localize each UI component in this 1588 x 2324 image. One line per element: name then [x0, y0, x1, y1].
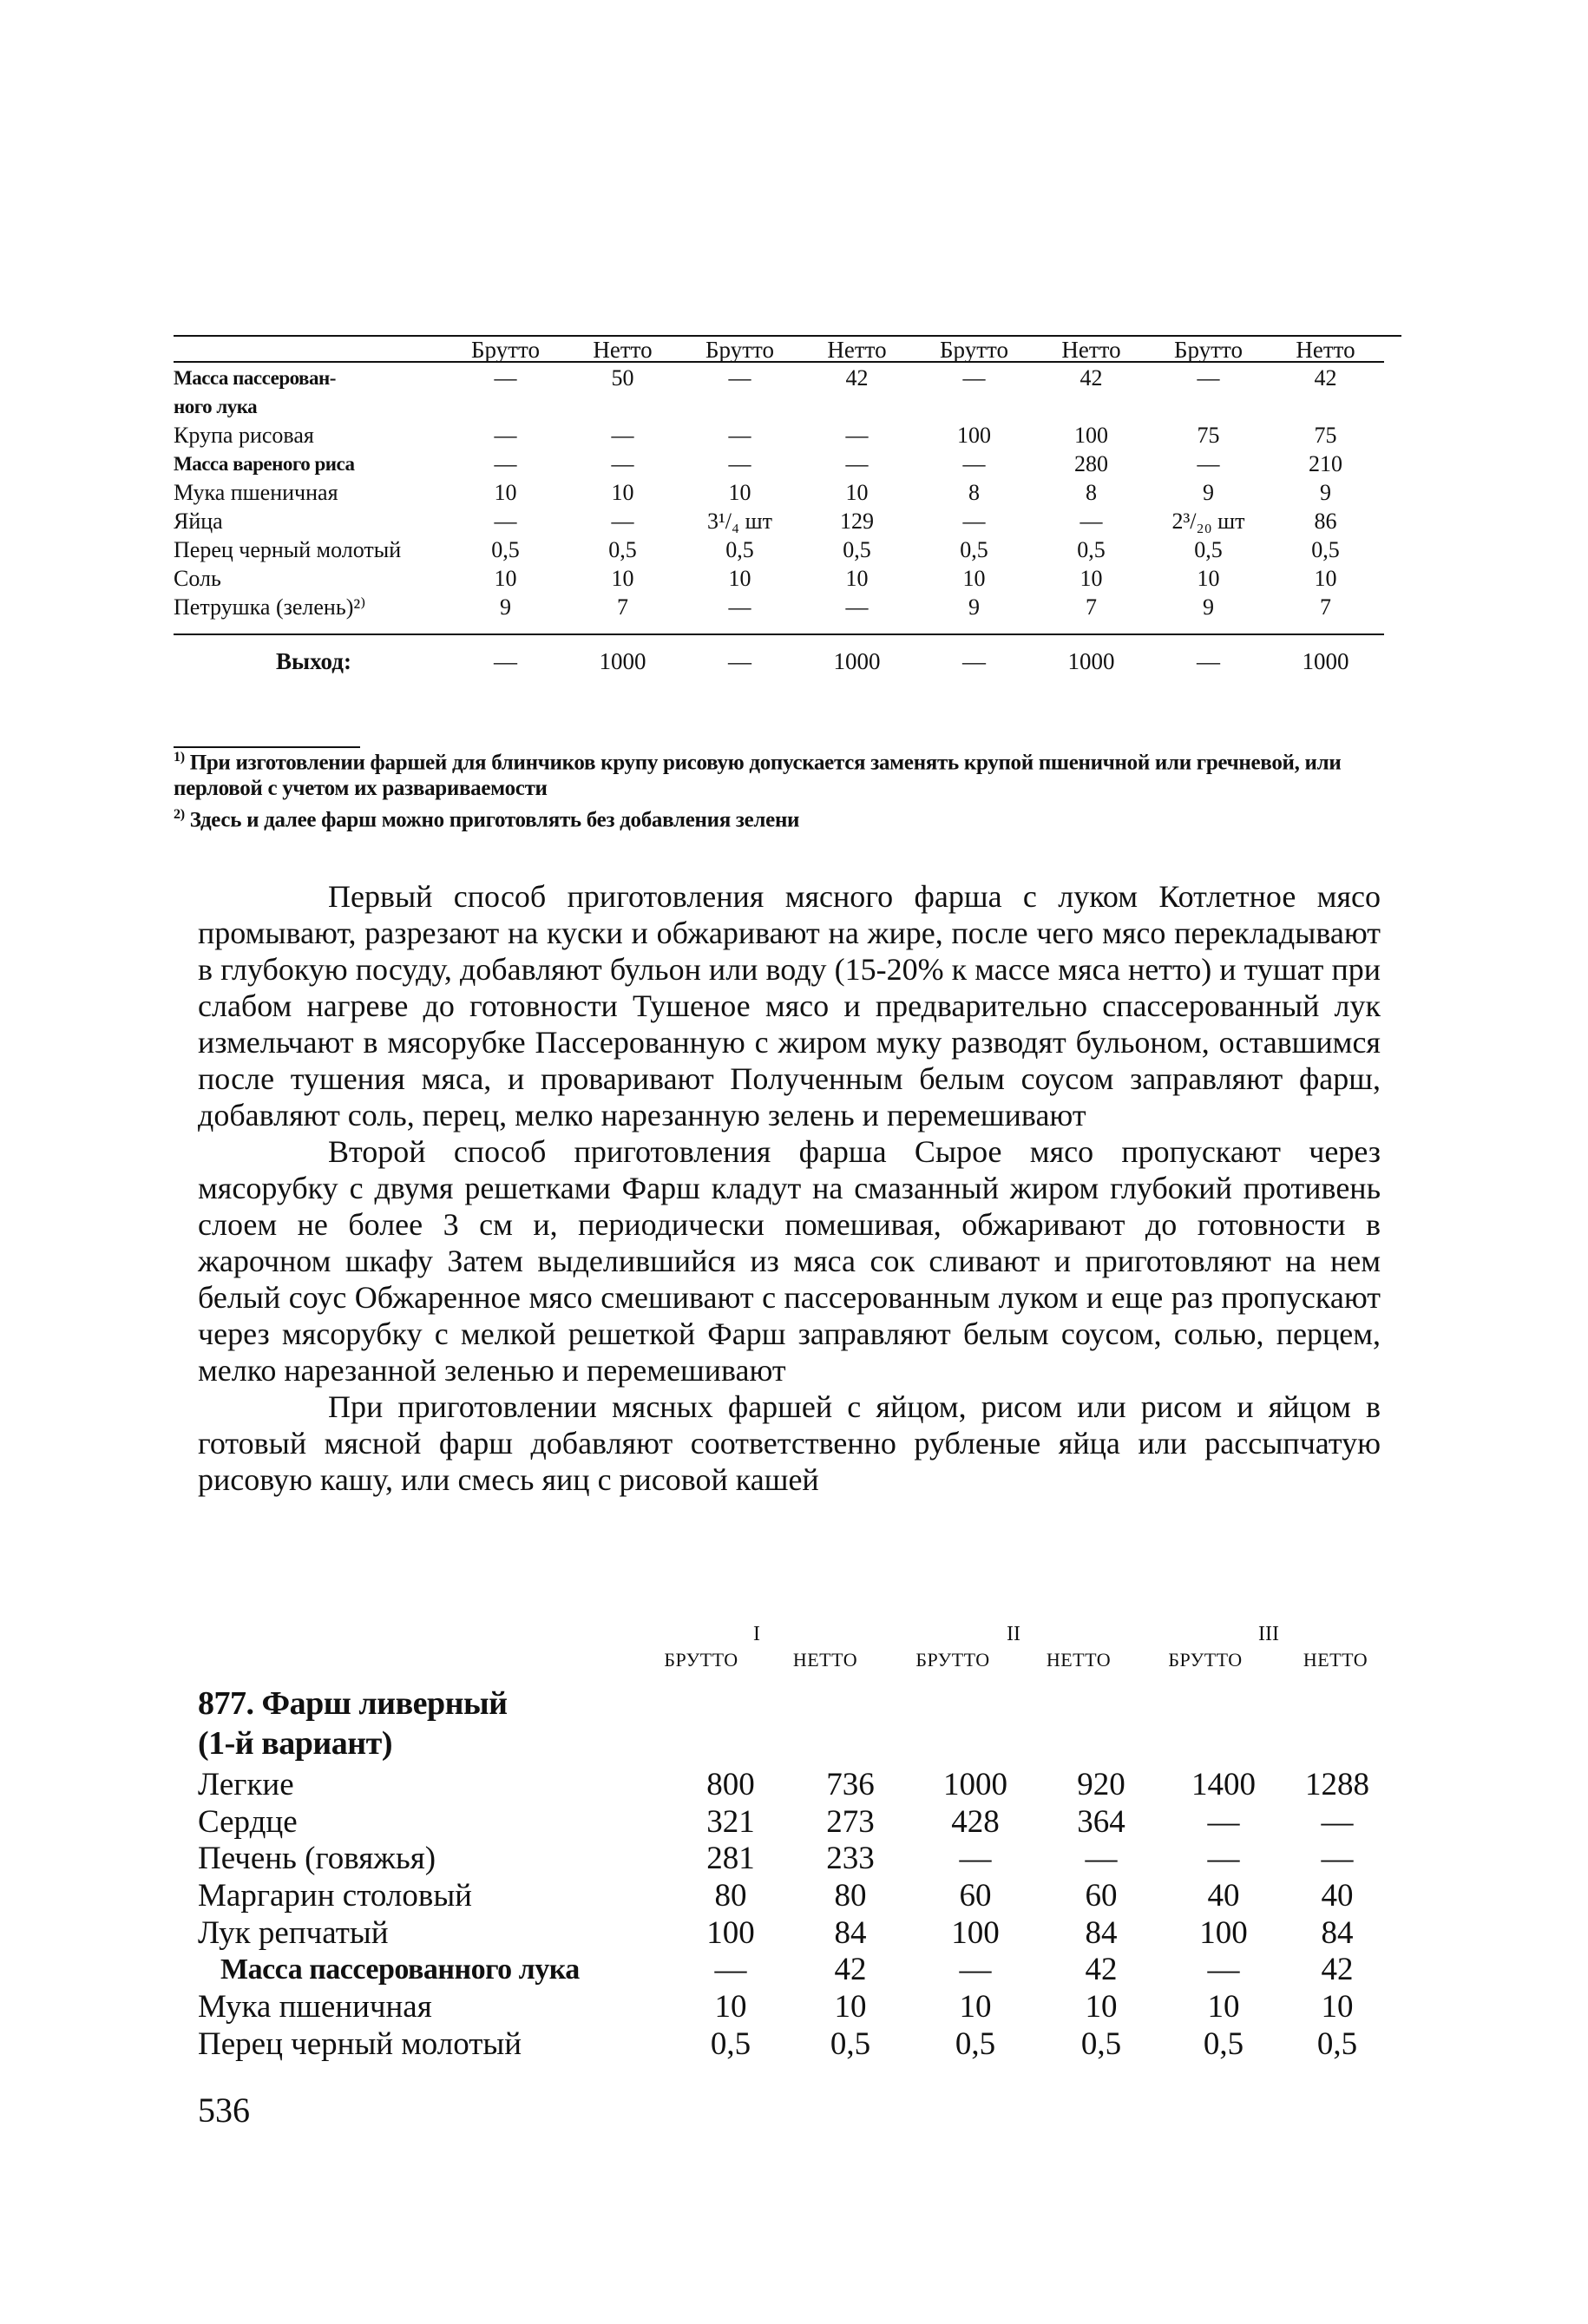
row-label: Мука пшеничная — [198, 1989, 432, 2025]
cell-value: 0,5 — [1194, 537, 1223, 562]
cell-value: — — [962, 365, 986, 391]
cell-value: 100 — [706, 1914, 755, 1951]
recipe-877 — [198, 1623, 1389, 2064]
yield-value: 1000 — [599, 648, 646, 674]
recipe-title-line1: 877. Фарш ливерный — [198, 1685, 508, 1722]
cell-value: 281 — [706, 1841, 755, 1877]
table-row — [174, 564, 1384, 593]
col-header: БРУТТО — [915, 1649, 990, 1671]
cell-value: 40 — [1207, 1878, 1240, 1914]
footnote-2: $^{2)}$ Здесь и далее фарш можно приготовлять без добавления зелени — [174, 807, 800, 832]
cell-value: 60 — [959, 1878, 992, 1914]
recipe-title — [198, 1684, 1389, 1763]
cell-value: 10 — [611, 480, 634, 505]
table-row — [174, 535, 1384, 564]
cell-value: — — [611, 509, 634, 534]
cell-value: 60 — [1085, 1878, 1118, 1914]
row-label: Крупа рисовая — [174, 423, 314, 448]
cell-value: 3¹/₄ шт — [707, 509, 772, 534]
cell-value: 7 — [617, 594, 628, 620]
cell-value: — — [962, 451, 986, 476]
cell-value: 321 — [706, 1803, 755, 1840]
cell-value: — — [959, 1952, 992, 1988]
cell-value: — — [1321, 1841, 1354, 1877]
cell-value: — — [611, 451, 634, 476]
cell-value: — — [494, 365, 517, 391]
recipe-title-line2: (1-й вариант) — [198, 1725, 392, 1762]
cell-value: — — [1207, 1841, 1240, 1877]
col-header: БРУТТО — [1168, 1649, 1243, 1671]
cell-value: 8 — [1086, 480, 1097, 505]
row-label: Мука пшеничная — [174, 480, 338, 505]
yield-value: — — [962, 648, 986, 674]
cell-value: 10 — [494, 566, 517, 591]
cell-value: — — [728, 594, 751, 620]
table-row — [198, 1767, 1389, 1804]
cell-value: 0,5 — [843, 537, 871, 562]
cell-value: — — [1197, 451, 1220, 476]
cell-value: 42 — [1085, 1952, 1118, 1988]
col-header: НЕТТО — [1303, 1649, 1368, 1671]
cell-value: 2³/₂₀ шт — [1171, 509, 1245, 534]
cell-value: 9 — [1203, 480, 1214, 505]
row-label: Масса вареного риса — [174, 453, 355, 475]
cell-value: 0,5 — [608, 537, 637, 562]
col-header: НЕТТО — [1046, 1649, 1112, 1671]
table-row — [198, 1989, 1389, 2026]
row-label: Сердце — [198, 1803, 298, 1840]
cell-value: 0,5 — [1077, 537, 1106, 562]
cell-value: 233 — [826, 1841, 875, 1877]
cell-value: — — [728, 451, 751, 476]
cell-value: 8 — [968, 480, 980, 505]
yield-value: — — [1197, 648, 1220, 674]
cell-value: 800 — [706, 1767, 755, 1802]
cell-value: 0,5 — [1080, 2025, 1122, 2062]
col-header: Брутто — [705, 337, 774, 363]
cell-value: 0,5 — [1203, 2025, 1244, 2062]
cell-value: — — [845, 423, 869, 448]
cell-value: 75 — [1197, 423, 1220, 448]
cell-value: 9 — [1203, 594, 1214, 620]
table-row — [174, 593, 1384, 621]
cell-value: 100 — [957, 423, 991, 448]
cell-value: 42 — [834, 1952, 867, 1988]
table-row — [174, 421, 1384, 450]
row-label: Соль — [174, 566, 221, 591]
page-number: 536 — [198, 2091, 250, 2130]
cell-value: — — [962, 509, 986, 534]
cell-value: 920 — [1077, 1767, 1125, 1802]
variant-label: I — [753, 1623, 760, 1645]
col-header: НЕТТО — [792, 1649, 858, 1671]
table-row — [198, 1878, 1389, 1915]
cell-value: 80 — [834, 1878, 867, 1914]
cell-value: 10 — [1321, 1989, 1354, 2025]
cell-value: — — [728, 365, 751, 391]
cell-value: 10 — [1314, 566, 1337, 591]
cell-value: 75 — [1314, 423, 1337, 448]
cell-value: 42 — [1314, 365, 1337, 391]
cell-value: 0,5 — [491, 537, 520, 562]
cell-value: — — [611, 423, 634, 448]
paragraph-1: Первый способ приготовления мясного фарша с луком Котлетное мясо промывают, разрезают на куски и обжаривают на жире, после чего мясо перекладывают в глубокую посуду, добавляют бульон или воду (15-20% к массе мяса нетто) и тушат при слабом нагреве до готовности Тушеное мясо и предварительно спассерованный лук измельчают в мясорубке Пассерованную с жиром муку разводят бульоном, оставшимся после тушения мяса, и проваривают Полученным белым соусом заправляют фарш, добавляют соль, перец, мелко нарезанную зелень и перемешивают — [198, 879, 1381, 1132]
cell-value: 736 — [826, 1767, 875, 1802]
yield-row — [174, 635, 1384, 687]
cell-value: 42 — [1079, 365, 1103, 391]
cell-value: — — [1079, 509, 1103, 534]
cell-value: 0,5 — [710, 2025, 751, 2062]
row-label: Масса пассерован- ного лука — [174, 367, 336, 417]
cell-value: 10 — [845, 480, 869, 505]
row-label: Легкие — [198, 1767, 294, 1802]
cell-value: — — [845, 451, 869, 476]
cell-value: 0,5 — [725, 537, 754, 562]
cell-value: 10 — [834, 1989, 867, 2025]
cell-value: 10 — [1207, 1989, 1240, 2025]
table-row — [198, 1952, 1389, 1989]
cell-value: 42 — [845, 365, 869, 391]
cell-value: — — [1207, 1952, 1240, 1988]
col-header: Брутто — [471, 337, 540, 363]
cell-value: — — [728, 423, 751, 448]
row-label: Петрушка (зелень)²⁾ — [174, 594, 366, 620]
variant-label: II — [1007, 1623, 1020, 1645]
cell-value: 10 — [728, 566, 751, 591]
table-row — [174, 450, 1384, 478]
row-label: Масса пассерованного лука — [220, 1953, 580, 1986]
cell-value: — — [494, 423, 517, 448]
row-label: Перец черный молотый — [174, 537, 402, 562]
row-label: Лук репчатый — [198, 1914, 389, 1951]
cell-value: 10 — [494, 480, 517, 505]
cell-value: 10 — [714, 1989, 747, 2025]
cell-value: 10 — [1085, 1989, 1118, 2025]
cell-value: 86 — [1314, 509, 1337, 534]
cell-value: 428 — [951, 1803, 1000, 1840]
cell-value: 210 — [1309, 451, 1342, 476]
yield-label: Выход: — [276, 648, 351, 674]
cell-value: — — [1085, 1841, 1118, 1877]
cell-value: 42 — [1321, 1952, 1354, 1988]
table-row — [198, 1915, 1389, 1953]
cell-value: 0,5 — [955, 2025, 996, 2062]
cell-value: 84 — [1085, 1914, 1118, 1951]
cell-value: 273 — [826, 1803, 875, 1840]
col-header: Нетто — [827, 337, 887, 363]
paragraph-2: Второй способ приготовления фарша Сырое мясо пропускают через мясорубку с двумя решетками Фарш кладут на смазанный жиром глубокий противень слоем не более 3 см и, периодически помешивая, обжаривают до готовности в жарочном шкафу Затем выделившийся из мяса сок сливают и приготовляют на нем белый соус Обжаренное мясо смешивают с пассерованным луком и еще раз пропускают через мясорубку с мелкой решеткой Фарш заправляют белым соусом, солью, перцем, мелко нарезанной зеленью и перемешивают — [198, 1134, 1381, 1388]
cell-value: 0,5 — [960, 537, 988, 562]
yield-value: — — [494, 648, 517, 674]
col-header: Нетто — [1061, 337, 1121, 363]
table-row — [198, 1841, 1389, 1878]
row-label: Яйца — [174, 509, 223, 534]
cell-value: 10 — [728, 480, 751, 505]
table-row — [174, 364, 1384, 421]
paragraph-3: При приготовлении мясных фаршей с яйцом, рисом или рисом и яйцом в готовый мясной фарш добавляют соответственно рубленые яйца или рассыпчатую рисовую кашу, или смесь яиц с рисовой кашей — [198, 1389, 1381, 1497]
recipe-col-headers — [198, 1649, 1389, 1684]
cell-value: 1000 — [943, 1767, 1007, 1802]
cell-value: — — [714, 1952, 747, 1988]
footnotes — [174, 745, 1406, 834]
cell-value: 80 — [714, 1878, 747, 1914]
row-label: Печень (говяжья) — [198, 1841, 436, 1877]
col-header: Нетто — [593, 337, 653, 363]
yield-value: 1000 — [1302, 648, 1349, 674]
row-label: Перец черный молотый — [198, 2025, 522, 2062]
col-header: Брутто — [1174, 337, 1243, 363]
cell-value: 10 — [611, 566, 634, 591]
cell-value: 7 — [1320, 594, 1331, 620]
cell-value: 9 — [500, 594, 511, 620]
variant-numbers — [198, 1623, 1389, 1649]
cell-value: — — [1321, 1803, 1354, 1840]
col-header: БРУТТО — [664, 1649, 738, 1671]
cell-value: 100 — [1074, 423, 1108, 448]
cell-value: 10 — [959, 1989, 992, 2025]
cell-value: 9 — [1320, 480, 1331, 505]
cell-value: 0,5 — [1316, 2025, 1358, 2062]
cell-value: — — [494, 509, 517, 534]
cell-value: 9 — [968, 594, 980, 620]
table-row — [198, 1804, 1389, 1841]
cell-value: 50 — [611, 365, 634, 391]
table-header-row — [174, 330, 1384, 364]
cell-value: 129 — [840, 509, 874, 534]
body-text — [198, 878, 1381, 1498]
cell-value: 1288 — [1305, 1767, 1369, 1802]
cell-value: 10 — [1079, 566, 1103, 591]
yield-value: 1000 — [833, 648, 881, 674]
cell-value: — — [1207, 1803, 1240, 1840]
cell-value: 1400 — [1191, 1767, 1256, 1802]
cell-value: 7 — [1086, 594, 1097, 620]
footnote-1: $^{1)}$ При изготовлении фаршей для блинчиков крупу рисовую допускается заменять крупой пшеничной или гречневой, или перловой с учетом их развариваемости — [174, 750, 1342, 801]
ingredients-table-top — [174, 330, 1384, 687]
cell-value: 10 — [845, 566, 869, 591]
table-row — [198, 2026, 1389, 2064]
variant-label: III — [1258, 1623, 1279, 1645]
table-row — [174, 507, 1384, 535]
cell-value: 84 — [1321, 1914, 1354, 1951]
yield-value: — — [728, 648, 751, 674]
cell-value: 100 — [1199, 1914, 1248, 1951]
col-header: Нетто — [1296, 337, 1355, 363]
cell-value: 0,5 — [830, 2025, 871, 2062]
cell-value: — — [1197, 365, 1220, 391]
cell-value: 364 — [1077, 1803, 1125, 1840]
cell-value: 10 — [1197, 566, 1220, 591]
table-row — [174, 478, 1384, 507]
cell-value: — — [845, 594, 869, 620]
cell-value: 40 — [1321, 1878, 1354, 1914]
row-label: Маргарин столовый — [198, 1878, 472, 1914]
cell-value: 280 — [1074, 451, 1108, 476]
cell-value: — — [494, 451, 517, 476]
cell-value: — — [959, 1841, 992, 1877]
cell-value: 84 — [834, 1914, 867, 1951]
col-header: Брутто — [940, 337, 1008, 363]
cell-value: 100 — [951, 1914, 1000, 1951]
cell-value: 10 — [962, 566, 986, 591]
yield-value: 1000 — [1067, 648, 1115, 674]
cell-value: 0,5 — [1311, 537, 1340, 562]
